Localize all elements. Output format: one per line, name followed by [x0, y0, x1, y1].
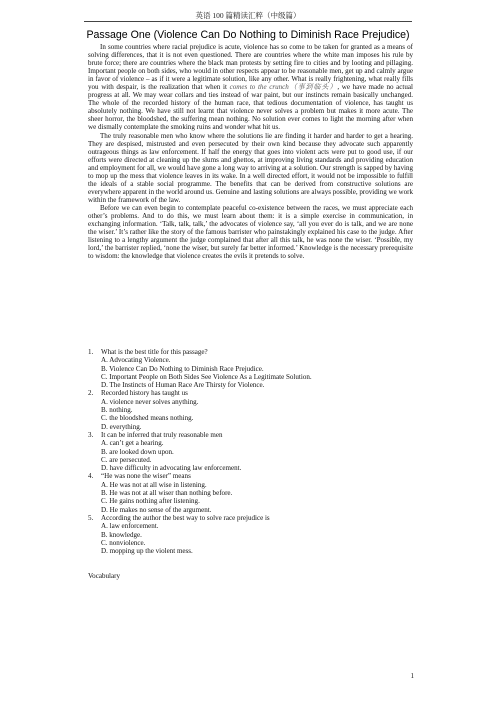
header-rule: [84, 21, 412, 22]
question-number: 2.: [88, 389, 94, 398]
paragraph-1-text-a: In some countries where racial prejudice is acute, violence has so come to be taken for granted as a means of solving differences, that it is not even questioned. There are countries where the white man imposes his rule by brute force; there are countries where the black man protests by setting fire to cities and by looting and pillaging. Important people on both sides, who would in other respects appear to be reasonable men, get up and calmly argue in favor of violence – as if it were a legitimate solution, like any other. What is really frightening, what really fills you with despair, is the realization that when it: [88, 43, 413, 92]
question-list: [88, 348, 413, 555]
question-2: [88, 389, 413, 430]
option: B. Violence Can Do Nothing to Diminish Race Prejudice.: [101, 364, 264, 373]
question-number: 4.: [88, 472, 94, 481]
passage-body: [88, 43, 413, 260]
question-4: [88, 472, 413, 513]
paragraph-1-text-b: , we have made no actual progress at all. We may wear collars and ties instead of war paint, but our instincts remain basically unchanged. The whole of the recorded history of the human race, that tedious documentation of violence, has taught us absolutely nothing. We have still not learnt that violence never solves a problem but makes it more acute. The sheer horror, the bloodshed, the suffering mean nothing. No solution ever comes to light the morning after when we dismally contemplate the smoking ruins and wonder what hit us.: [88, 83, 413, 132]
option: B. knowledge.: [101, 530, 142, 539]
option: C. are persecuted.: [101, 455, 152, 464]
option: B. are looked down upon.: [101, 447, 174, 456]
option: D. The Instincts of Human Race Are Thirsty for Violence.: [101, 381, 265, 390]
option: C. He gains nothing after listening.: [101, 497, 200, 506]
option: D. everything.: [101, 422, 142, 431]
option: D. He makes no sense of the argument.: [101, 505, 212, 514]
option: A. violence never solves anything.: [101, 397, 199, 406]
question-number: 5.: [88, 513, 94, 522]
paragraph-3: [88, 204, 413, 260]
question-number: 1.: [88, 348, 94, 356]
question-stem: Recorded history has taught us: [101, 389, 188, 398]
option: A. can’t get a hearing.: [101, 439, 164, 448]
question-5: [88, 514, 413, 555]
page-number: 1: [410, 672, 414, 680]
paragraph-1: [88, 43, 413, 132]
option: D. have difficulty in advocating law enforcement.: [101, 464, 242, 473]
paragraph-2-text: The truly reasonable men who know where the solutions lie are finding it harder and harder to get a hearing. They are despised, mistrusted and even persecuted by their own kind because they advocate such apparently outrageous things as law enforcement. If half the energy that goes into violent acts were put to good use, if our efforts were directed at cleaning up the slums and ghettos, at improving living standards and providing education and employment for all, we would have gone a long way to arriving at a solution. Our strength is sapped by having to mop up the mess that violence leaves in its wake. In a well directed effort, it would not be impossible to fulfill the ideals of a stable social programme. The benefits that can be derived from constructive solutions are everywhere apparent in the world around us. Genuine and lasting solutions are always possible, providing we work within the framework of the law.: [88, 131, 413, 204]
option: C. nonviolence.: [101, 538, 146, 547]
option: B. nothing.: [101, 406, 133, 415]
question-3: [88, 431, 413, 472]
option: A. Advocating Violence.: [101, 356, 171, 365]
passage-title: Passage One (Violence Can Do Nothing to Diminish Race Prejudice): [86, 29, 410, 41]
vocabulary-heading: Vocabulary: [88, 572, 120, 580]
running-header: 英语 100 篇精读汇粹（中级篇）: [195, 11, 301, 20]
option: A. law enforcement.: [101, 522, 159, 531]
paragraph-1-gloss: comes to the crunch（事到临头）: [229, 83, 338, 92]
question-stem: “He was none the wiser” means: [101, 472, 191, 481]
question-number: 3.: [88, 430, 94, 439]
option: C. the bloodshed means nothing.: [101, 414, 194, 423]
option: B. He was not at all wiser than nothing before.: [101, 489, 233, 498]
option: D. mopping up the violent mess.: [101, 547, 193, 556]
paragraph-2: [88, 132, 413, 204]
paragraph-3-text: Before we can even begin to contemplate peaceful co-existence between the races, we must appreciate each other’s problems. And to do this, we must learn about them: it is a simple exercise in communication, in exchanging information. ‘Talk, talk, talk,’ the advocates of violence say, ‘all you ever do is talk, and we are none the wiser.’ It’s rather like the story of the famous barrister who painstakingly explained his case to the judge. After listening to a lengthy argument the judge complained that after all this talk, he was none the wiser. ‘Possible, my lord,’ the barrister replied, ‘none the wiser, but surely far better informed.’ Knowledge is the necessary prerequisite to wisdom: the knowledge that violence creates the evils it pretends to solve.: [88, 203, 413, 261]
option: A. He was not at all wise in listening.: [101, 480, 207, 489]
question-1: [88, 348, 413, 389]
question-stem: According the author the best way to solve race prejudice is: [101, 513, 270, 522]
question-stem: What is the best title for this passage?: [101, 348, 208, 356]
option: C. Important People on Both Sides See Violence As a Legitimate Solution.: [101, 372, 312, 381]
question-stem: It can be inferred that truly reasonable men: [101, 430, 223, 439]
